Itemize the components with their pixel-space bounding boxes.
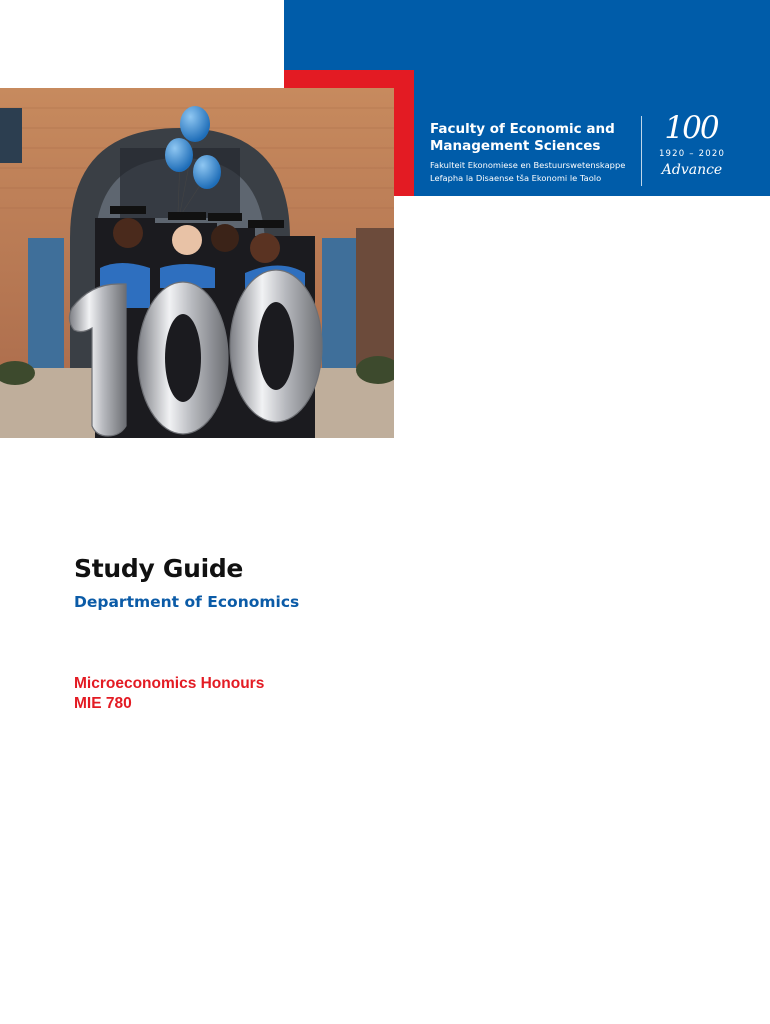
graduation-photo [0,88,394,438]
centenary-years: 1920 – 2020 [658,149,726,159]
centenary-numeral: 100 [664,110,718,146]
faculty-title-line2: Management Sciences [430,138,601,154]
centenary-logo [652,112,732,188]
faculty-title-line1: Faculty of Economic and [430,121,615,137]
department-name: Department of Economics [74,593,300,611]
centenary-tagline: Advance [661,162,723,178]
course-code: MIE 780 [74,695,132,712]
faculty-name-afrikaans: Fakulteit Ekonomiese en Bestuurswetenskappe [430,160,626,170]
header-divider [641,116,642,186]
course-name: Microeconomics Honours [74,675,265,692]
page-title: Study Guide [74,554,244,583]
faculty-title [430,121,635,155]
faculty-name-sepedi: Lefapha la Disaense tša Ekonomi le Taolo [430,173,602,183]
